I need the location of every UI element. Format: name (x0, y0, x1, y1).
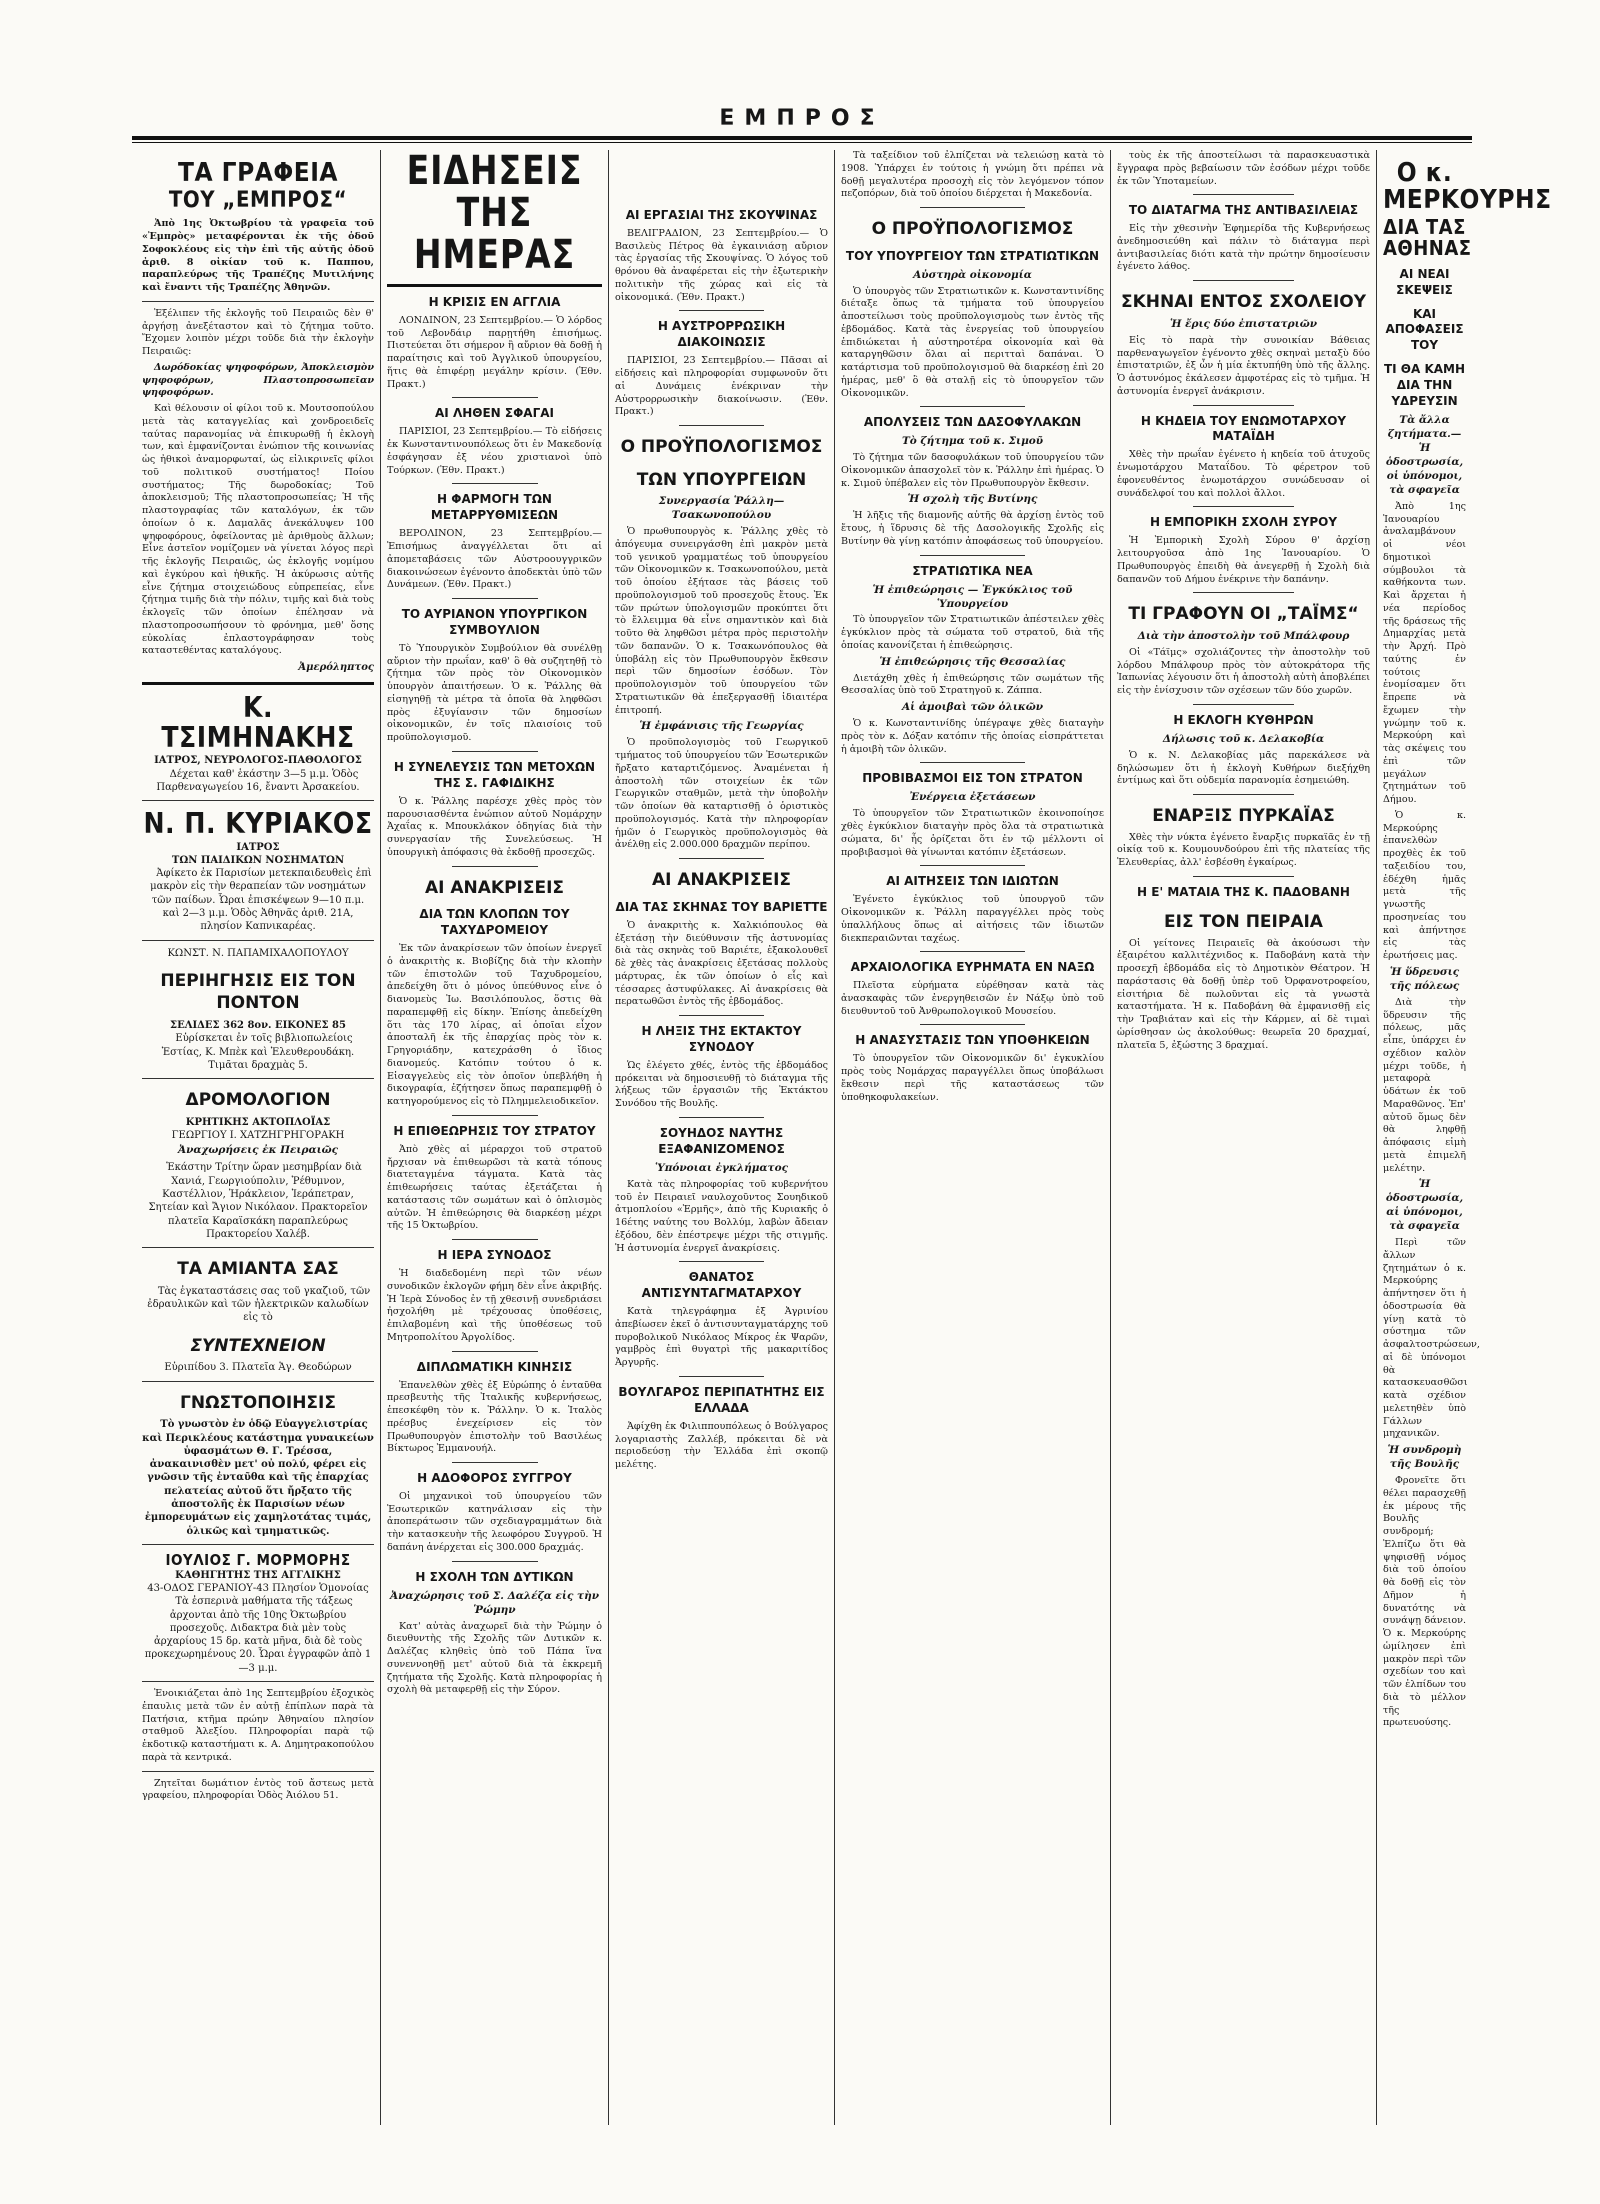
article-title: ΤΟ ΑΥΡΙΑΝΟΝ ΥΠΟΥΡΓΙΚΟΝ ΣΥΜΒΟΥΛΙΟΝ (401, 607, 588, 638)
main-headline: ΕΙΔΗΣΕΙΣ ΤΗΣ ΗΜΕΡΑΣ (406, 148, 583, 278)
article-title: Η ΛΗΞΙΣ ΤΗΣ ΕΚΤΑΚΤΟΥ ΣΥΝΟΔΟΥ (641, 1024, 802, 1054)
divider (679, 1015, 764, 1016)
article-text: ΒΕΡΟΛΙΝΟΝ, 23 Σεπτεμβρίου.— Ἐπισήμως ἀναγγέλλεται ὅτι αἱ ἀπομεταβάσεις τῶν Αὐστροουγγρικῶν διακοινώσεων ἐγένοντο ἀποδεκτὰι ὑπὸ τῶν Δυνάμεων. (Ἐθν. Πρακτ.) (387, 528, 602, 591)
ad-subtitle: ΤΩΝ ΠΑΙΔΙΚΩΝ ΝΟΣΗΜΑΤΩΝ (171, 854, 345, 866)
ad-text: Ἀφίκετο ἐκ Παρισίων μετεκπαιδευθεὶς ἐπὶ μακρὸν εἰς τὴν θεραπείαν τῶν νοσημάτων τῶν παίδων. Ὧραι ἐπισκέψεων 9—10 π.μ. καὶ 2—3 μ.μ. Ὁδὸς Ἀθηνᾶς ἀριθ. 21Α, πλησίον Καπνικαρέας. (150, 868, 372, 933)
masthead-rule (132, 136, 1472, 140)
article-subtitle: Ἡ ἐπιθεώρησις — Ἐγκύκλιος τοῦ Ὑπουργείου (872, 583, 1073, 610)
merkouris-subhead: ΑΙ ΝΕΑΙ ΣΚΕΨΕΙΣ (1396, 266, 1453, 297)
divider (142, 1381, 374, 1382)
article-text: Ὁ κ. Κωνσταντινίδης ὑπέγραψε χθὲς διαταγὴν πρὸς τὸν κ. Δόξαν κατόπιν τῆς ὁποίας εἰσπράττεται ἡ ἀμοιβὴ τῶν ὁλικῶν. (841, 718, 1104, 755)
article-text: Κατὰ τηλεγράφημα ἐξ Ἀγρινίου ἀπεβίωσεν ἐκεῖ ὁ ἀντισυνταγματάρχης τοῦ πυροβολικοῦ Νικόλαος Μίκρος ἐκ Ψαρῶν, γαμβρὸς ἐπὶ θυγατρὶ τῆς μακαριτίδος Ἀργυρῆς. (615, 1306, 828, 1369)
article-title: ΑΙ ΕΡΓΑΣΙΑΙ ΤΗΣ ΣΚΟΥΨΙΝΑΣ (625, 208, 818, 222)
article-text: ΠΑΡΙΣΙΟΙ, 23 Σεπτεμβρίου.— Τὸ εἰδήσεις ἐκ Κωνσταντινουπόλεως ὅτι ἐν Μακεδονίᾳ ἐσφάγησαν ἐξ νέου χριστιανοὶ ὑπὸ Τούρκων. (Ἐθν. Πρακτ.) (387, 426, 602, 476)
article-title: ΑΙ ΑΙΤΗΣΕΙΣ ΤΩΝ ΙΔΙΩΤΩΝ (886, 874, 1059, 889)
ad-title: ΓΝΩΣΤΟΠΟΙΗΣΙΣ (180, 1392, 336, 1413)
article-subtitle: Ἀναχώρησις τοῦ Σ. Δαλέζα εἰς τὴν Ῥώμην (389, 1589, 600, 1616)
article-subtitle: Ἡ ἐμφάνισις τῆς Γεωργίας (639, 720, 804, 733)
divider (387, 284, 602, 287)
ad-name: Κ. ΤΣΙΜΗΝΑΚΗΣ (161, 691, 355, 754)
article-subtitle: Ἡ σχολὴ τῆς Βυτίνης (907, 493, 1038, 506)
article-text: Ἡ λῆξις τῆς διαμονῆς αὐτῆς θὰ ἀρχίσῃ ἐντὸς τοῦ ἔτους, ἡ ἵδρυσις δὲ τῆς Δασολογικῆς Σχολῆς εἰς Βυτίνην θὰ γίνῃ κατόπιν ἀποφάσεως τοῦ ὑπουργείου. (841, 510, 1104, 547)
article-title: ΕΝΑΡΞΙΣ ΠΥΡΚΑΪΑΣ (1152, 806, 1335, 827)
masthead-rule-thin (132, 142, 1472, 143)
column-2 (380, 150, 608, 2125)
article-title: Η Ε' ΜΑΤΑΙΑ ΤΗΣ Κ. ΠΑΔΟΒΑΝΗ (1137, 884, 1350, 899)
article-title: Η ΙΕΡΑ ΣΥΝΟΔΟΣ (437, 1248, 552, 1263)
article-subtitle: Συνεργασία Ῥάλλη—Τσακωνοπούλου (658, 495, 785, 522)
article-title-2: ΤΩΝ ΥΠΟΥΡΓΕΙΩΝ (636, 469, 807, 490)
article-text: Ὁ πρωθυπουργὸς κ. Ῥάλλης χθὲς τὸ ἀπόγευμα συνειργάσθη ἐπὶ μακρὸν μετὰ τοῦ γενικοῦ γραμματέως τοῦ ὑπουργείου τῶν Οἰκονομικῶν κ. Τσακωνοπούλου, μετὰ τοῦ ὁποίου ἐξήτασε τὰς βάσεις τοῦ προϋπολογισμοῦ τοῦ προσεχοῦς ἔτους. Ἐκ τῶν πρώτων ὑπολογισμῶν προκύπτει ὅτι τὸ ἔλλειμμα θὰ εἶνε σημαντικὸν καὶ διὰ τοῦτο θὰ ληφθῶσι μέτρα πρὸς περιστολὴν τῶν δαπανῶν. Ὁ κ. Τσακωνόπουλος θὰ ὑποβάλῃ εἰς τὸν Πρωθυπουργὸν ἔκθεσιν περὶ τῶν δημοσίων ἐσόδων. Τὸν προϋπολογισμὸν τοῦ ὑπουργείου τῶν Στρατιωτικῶν θὰ ἐπεξεργασθῇ ἰδιαιτέρα ἐπιτροπή. (615, 526, 828, 716)
article-text: Περὶ τῶν ἄλλων ζητημάτων ὁ κ. Μερκούρης ἀπήντησεν ὅτι ἡ ὁδοστρωσία θὰ γίνῃ κατὰ τὸ σύστημα τῶν ἀσφαλτοστρώσεων, αἱ δὲ ὑπόνομοι θὰ κατασκευασθῶσι κατὰ σχέδιον μελετηθὲν ὑπὸ Γάλλων μηχανικῶν. (1383, 1237, 1480, 1440)
article-title: Η ΣΥΝΕΛΕΥΣΙΣ ΤΩΝ ΜΕΤΟΧΩΝ ΤΗΣ Σ. ΓΑΦΙΔΙΚΗΣ (393, 759, 596, 790)
article-subtitle: Ἡ συνδρομὴ τῆς Βουλῆς (1387, 1444, 1462, 1471)
article-text: Οἱ μηχανικοὶ τοῦ ὑπουργείου τῶν Ἐσωτερικῶν κατηνάλισαν εἰς τὴν ἀποπεράτωσιν τῶν σχεδιαγραμμάτων διὰ τὴν κατασκευὴν τῆς λεωφόρου Συγγροῦ. Ἡ δαπάνη ἀνέρχεται εἰς 300.000 δραχμάς. (387, 1490, 602, 1553)
article-title: Η ΑΥΣΤΡΟΡΡΩΣΙΚΗ ΔΙΑΚΟΙΝΩΣΙΣ (657, 319, 786, 350)
ad-book-pontos (142, 947, 374, 1073)
divider (679, 1261, 764, 1262)
ad-title: ΤΑ ΑΜΙΑΝΤΑ ΣΑΣ (177, 1259, 339, 1280)
ad-text: Τὰ ἐσπερινὰ μαθήματα τῆς τάξεως ἀρχονται ἀπὸ τῆς 10ης Ὀκτωβρίου προσεχοῦς. Διδακτρα διὰ μὲν τοὺς ἀρχαρίους 15 δρ. κατὰ μῆνα, διὰ δὲ τοὺς προκεχωρημένους 20. Ὧραι ἐγγραφῶν ἀπὸ 1—3 μ.μ. (144, 1596, 372, 1674)
column-3 (608, 150, 834, 2125)
article-text: Τὰ ταξείδιον τοῦ ἐλπίζεται νὰ τελειώσῃ κατὰ τὸ 1908. Ὑπάρχει ἐν τούτοις ἡ γνώμη ὅτι πρέπει νὰ δοθῇ μεγαλυτέρα προσοχὴ εἰς τὸν λεγόμενον τόπον πεζοπόρων, διὰ τοῦ ὁποίου διέρχεται ἡ Μακεδονία. (841, 150, 1104, 200)
article-text: ΠΑΡΙΣΙΟΙ, 23 Σεπτεμβρίου.— Πᾶσαι αἱ εἰδήσεις καὶ πληροφορίαι συμφωνοῦν ὅτι αἱ Δυνάμεις ἐνέκριναν τὴν Αὐστρορρωσικὴν διακοίνωσιν. (Ἐθν. Πρακτ.) (615, 355, 828, 418)
article-title: Η ΚΗΔΕΙΑ ΤΟΥ ΕΝΩΜΟΤΑΡΧΟΥ ΜΑΤΑΪΔΗ (1140, 413, 1347, 444)
article-title: ΔΙΠΛΩΜΑΤΙΚΗ ΚΙΝΗΣΙΣ (416, 1359, 573, 1374)
article-subtitle: Ἐνέργεια ἐξετάσεων (909, 791, 1036, 804)
offices-notice: Ἀπὸ 1ης Ὀκτωβρίου τὰ γραφεῖα τοῦ «Ἐμπρὸς» μεταφέρονται ἐκ τῆς ὁδοῦ Σοφοκλέους εἰς τὴν ἐπὶ τῆς αὐτῆς ὁδοῦ ἀριθ. 8 οἰκίαν τοῦ κ. Παππου, παραπλεύρως τῆς Τραπέζης Μυτιλήνης καὶ ἔναντι τῆς Τραπέζης Ἀθηνῶν. (142, 218, 374, 294)
article-text: Κατὰ τὰς πληροφορίας τοῦ κυβερνήτου τοῦ ἐν Πειραιεῖ ναυλοχοῦντος Σουηδικοῦ ἀτμοπλοίου «Ἑρμῆς», ἀπὸ τῆς Κυριακῆς ὁ 16έτης ναύτης του Βολλύμ, λαβὼν ἄδειαν ἐξόδου, δὲν ἐπέστρεψε μέχρι τῆς στιγμῆς. Ἡ ἀστυνομία ἐνεργεῖ ἀνακρίσεις. (615, 1178, 828, 1254)
article-text: Ἡ Ἐμπορικὴ Σχολὴ Σύρου θ' ἀρχίσῃ λειτουργοῦσα ἀπὸ 1ης Ἰανουαρίου. Ὁ Πρωθυπουργὸς ἐπειδὴ θὰ ἀνεγερθῇ ἡ Σχολὴ διὰ δαπανῶν τοῦ Δήμου ἐνέκρινε τὴν δαπάνην. (1117, 535, 1370, 585)
divider (679, 858, 764, 859)
merkouris-subhead-2: ΚΑΙ ΑΠΟΦΑΣΕΙΣ ΤΟΥ (1385, 306, 1464, 353)
article-text: Εἰς τὴν χθεσινὴν Ἐφημερίδα τῆς Κυβερνήσεως ἀνεδημοσιεύθη καὶ πάλιν τὸ διάταγμα περὶ ἀντιβασιλείας διότι κατὰ τὴν πρώτην δημοσίευσιν ἐγένετο λάθος. (1117, 223, 1370, 273)
divider (452, 751, 538, 752)
article-subtitle: Τὰ ἄλλα ζητήματα.— Ἡ ὁδοστρωσία, οἱ ὑπόνομοι, τὰ σφαγεῖα (1385, 414, 1464, 496)
divider (920, 406, 1025, 407)
article-text: Ὁ κ. Μερκούρης ἐπανελθὼν προχθὲς ἐκ τοῦ ταξειδίου του, ἐδέχθη ἡμᾶς μετὰ τῆς γνωστῆς προσηνείας του καὶ ἀπήντησε εἰς τὰς ἐρωτήσεις μας. (1383, 809, 1466, 962)
article-text: Ὁ προϋπολογισμὸς τοῦ Γεωργικοῦ τμήματος τοῦ ὑπουργείου τῶν Ἐσωτερικῶν ἤρξατο καταρτιζόμενος. Ἀναμένεται ἡ ἀποστολὴ τῶν στοιχείων ἐκ τῶν Γεωργικῶν σταθμῶν, μετὰ τὴν ὑποβολὴν τῶν ὁποίων θὰ καταρτισθῇ ὁ ὁριστικὸς προϋπολογισμός. Κατὰ τὴν πληροφορίαν ἡμῶν ὁ Γεωργικὸς προϋπολογισμὸς θὰ ἀνέλθῃ εἰς 2.000.000 δραχμῶν περίπου. (615, 737, 828, 851)
article-title: ΒΟΥΛΓΑΡΟΣ ΠΕΡΙΠΑΤΗΤΗΣ ΕΙΣ ΕΛΛΑΔΑ (618, 1384, 825, 1415)
divider (920, 951, 1025, 952)
divider (452, 1462, 538, 1463)
article-text: Καὶ θέλουσιν οἱ φίλοι τοῦ κ. Μουτσοπούλου μετὰ τὰς καταγγελίας καὶ χονδροειδεῖς ταύτας παρανομίας νὰ ἐπικυρωθῇ ἡ ἐκλογὴ των, καὶ ἐμφανίζονται ἐνώπιον τῆς κοινωνίας ὡς ἠθικοὶ ἀναμορφωταί, ὡς εἰλικρινεῖς φίλοι τοῦ πολιτικοῦ συστήματος! Ποίου συστήματος; Τῆς δωροδοκίας; Τοῦ ἀποκλεισμοῦ; Τῆς πλαστοπροσωπείας; Ἡ τῆς πλαστογραφίας τῶν καταλόγων, ἐκ τῶν ὁποίων ὁ κ. Δαμαλᾶς ἀνεκάλυψεν 100 ψηφοφόρους, ὀφείλοντας μὲ ἀριθμοὺς ἄλλων; Εἶνε ἀστεῖον νομίζομεν νὰ γίνεται λόγος περὶ τῆς ἐκλογῆς Πειραιῶς, ὡς ἐκλογῆς νομίμου καὶ ἐγκύρου καὶ ἠθικῆς. Ἡ ἀκύρωσις αὐτῆς εἶνε ζήτημα στοιχειώδους εὐπρεπείας, εἶνε ζήτημα τιμῆς διὰ τὴν πόλιν, τιμῆς καὶ διὰ τοὺς ἐκλογεῖς τῶν ὁποίων ἐπέλησαν νὰ πλαστοπροσωπήσουν τὸ φρόνημα, μεθ' ὅσης εὐκολίας ἐπλαστογράφησαν τοὺς καταστεθέντας καταλόγους. (142, 403, 374, 657)
article-title: ΑΙ ΑΝΑΚΡΙΣΕΙΣ (651, 870, 792, 891)
article-text: Ἐγένετο ἐγκύκλιος τοῦ ὑπουργοῦ τῶν Οἰκονομικῶν κ. Ῥάλλη παραγγέλλει πρὸς τοὺς ὑπαλλήλους ὅπως αἱ αἰτήσεις τῶν ἰδιωτῶν διεκπεραιῶνται ταχέως. (841, 894, 1104, 944)
article-text: Ἀπὸ χθὲς αἱ μέραρχοι τοῦ στρατοῦ ἤρχισαν νὰ ἐπιθεωρῶσι τὰ κατὰ τόπους διατεταγμένα τάγματα. Κατὰ τὰς ἐπιθεωρήσεις ταύτας ἐξετάζεται ἡ κατάστασις τῶν σωμάτων καὶ ὁ ὁπλισμὸς αὐτῶν. Ἡ ἐπιθεώρησις θὰ διαρκέσῃ μέχρι τῆς 15 Ὀκτωβρίου. (387, 1143, 602, 1232)
article-text: Χθὲς τὴν νύκτα ἐγένετο ἔναρξις πυρκαϊᾶς ἐν τῇ οἰκίᾳ τοῦ κ. Κουμουνδούρου ἐπὶ τῆς πλατείας τῆς Ἐλευθερίας, ἀλλ' ἐσβέσθη ἐγκαίρως. (1117, 831, 1370, 869)
article-title: ΠΡΟΒΙΒΑΣΜΟΙ ΕΙΣ ΤΟΝ ΣΤΡΑΤΟΝ (862, 771, 1083, 786)
column-5 (1110, 150, 1376, 2125)
article-text: Οἱ γείτονες Πειραιεῖς θὰ ἀκούσωσι τὴν ἐξαιρέτου καλλιτέχνιδος κ. Παδοβάνη κατὰ τὴν προσεχῆ ἑβδομάδα εἰς τὸ Δημοτικὸν Θέατρον. Ἡ παράστασις θὰ δοθῇ ὑπὲρ τοῦ Ὀρφανοτροφείου, εἰσιτήρια δὲ πωλοῦνται εἰς τὰ γνωστὰ καταστήματα. Ἡ κ. Παδοβάνη θὰ ἐμφανισθῇ εἰς τὴν Τραβιάταν καὶ εἰς τὴν Κάρμεν, αἱ δὲ τιμαὶ ὡρίσθησαν ὡς ἀκολούθως: θεωρεῖα 20 δραχμαί, πλατεῖα 5, ἐξώστης 3 δραχμαί. (1117, 937, 1370, 1051)
article-title: ΣΟΥΗΔΟΣ ΝΑΥΤΗΣ ΕΞΑΦΑΝΙΖΟΜΕΝΟΣ (658, 1125, 785, 1156)
newspaper-page (136, 148, 1552, 2125)
divider (142, 682, 374, 685)
ad-title: ΠΕΡΙΗΓΗΣΙΣ ΕΙΣ ΤΟΝ ΠΟΝΤΟΝ (160, 970, 356, 1014)
ad-departures: Ἀναχωρήσεις ἐκ Πειραιῶς (177, 1144, 339, 1157)
article-text: Διὰ τὴν ὕδρευσιν τῆς πόλεως, μᾶς εἶπε, ὑπάρχει ἐν σχέδιον καλὸν μέχρι τοῦδε, ἡ μεταφορὰ ὑδάτων ἐκ τοῦ Μαραθῶνος. Ἐπ' αὐτοῦ ὅμως δὲν θὰ ληφθῇ ἀπόφασις εἰμὴ μετὰ ἐπιμελῆ μελέτην. (1383, 996, 1466, 1174)
divider (1193, 194, 1294, 195)
merkouris-headline: Ο κ. ΜΕΡΚΟΥΡΗΣ (1383, 158, 1552, 216)
article-text: Κατ' αὐτὰς ἀναχωρεῖ διὰ τὴν Ῥώμην ὁ διευθυντὴς τῆς Σχολῆς τῶν Δυτικῶν κ. Δαλέζας κληθεὶς ὑπὸ τοῦ Πάπα ἵνα συνεννοηθῇ μετ' αὐτοῦ διὰ τὰ ἐκκρεμῆ ζητήματα τῆς Σχολῆς. Κατὰ πληροφορίας ἡ σχολὴ θὰ μεταφερθῇ εἰς τὴν Σύρον. (387, 1620, 602, 1696)
article-text: Πλεῖστα εὑρήματα εὑρέθησαν κατὰ τὰς ἀνασκαφὰς τῶν ἐνεργηθεισῶν ἐν Νάξῳ ὑπὸ τοῦ διευθυντοῦ τοῦ Ἀνθρωπολογικοῦ Μουσείου. (841, 980, 1104, 1017)
divider (142, 1247, 374, 1248)
article-subtitle: Τὸ ζήτημα τοῦ κ. Σιμοῦ (901, 435, 1044, 448)
article-text: Ἀπὸ 1ης Ἰανουαρίου ἀναλαμβάνουν οἱ νέοι δημοτικοὶ σύμβουλοι τὰ καθήκοντα των. Καὶ ἄρχεται ἡ νέα περίοδος τῆς δράσεως τῆς Δημαρχίας μετὰ τὴν Ἀρχή. Πρὸ ταύτης ἐν τούτοις ἐνομίσαμεν ὅτι ἔπρεπε νὰ ἔχωμεν τὴν γνώμην τοῦ κ. Μερκούρη καὶ τὰς σκέψεις του ἐπὶ τῶν μεγάλων ζητημάτων τοῦ Δήμου. (1383, 500, 1466, 806)
article-title: Η ΚΡΙΣΙΣ ΕΝ ΑΓΓΛΙΑ (428, 295, 561, 309)
merkouris-subhead-3: ΤΙ ΘΑ ΚΑΜΗ ΔΙΑ ΤΗΝ ΥΔΡΕΥΣΙΝ (1383, 362, 1466, 409)
divider (1193, 506, 1294, 507)
article-text: Ἐκ τῶν ἀνακρίσεων τῶν ὁποίων ἐνεργεῖ ὁ ἀνακριτὴς κ. Βιοβίζης διὰ τὴν κλοπὴν τῶν ἐπιστολῶν τοῦ Ταχυδρομείου, ἀπεδείχθη ὅτι ὁ μόνος ὑπεύθυνος εἶνε ὁ διανομεὺς Ἰω. Βασιλόπουλος, ὅστις θὰ παραπεμφθῇ εἰς δίκην. Ἐπίσης ἀπεδείχθη ὅτι τὰς 170 λίρας, αἱ ὁποῖαι εἶχον ἀποσταλῆ ἐκ τῆς ἐπαρχίας πρὸς τὸν κ. Γρηγοριάδην, κατεχράσθη ὁ ἴδιος διανομεύς. Κατόπιν τούτου ὁ κ. Εἰσαγγελεὺς εἰς τὸν ὁποῖον ὑπεβλήθη ἡ δικογραφία, ἐζήτησεν ὅπως παραπεμφθῇ ὁ κατηγορούμενος εἰς τὸ Πλημμελειοδικεῖον. (387, 943, 602, 1108)
ad-text: Τὸ γνωστὸν ἐν ὁδῷ Εὐαγγελιστρίας καὶ Περικλέους κατάστημα γυναικείων ὑφασμάτων Θ. Γ. Τρέσσα, ἀνακαινισθὲν μετ' οὐ πολύ, φέρει εἰς γνῶσιν τῆς ἐνταῦθα καὶ τῆς ἐπαρχίας πελατείας αὐτοῦ ὅτι ἤρξατο τῆς ἀποστολῆς ἐκ Παρισίων νέων ἐμπορευμάτων εἰς χαμηλοτάτας τιμάς, ὁλικῶς καὶ τμηματικῶς. (142, 1419, 374, 1537)
divider (142, 1544, 374, 1545)
article-text: Τὸ ὑπουργεῖον τῶν Στρατιωτικῶν ἐκοινοποίησε χθὲς ἐγκύκλιον διαταγὴν πρὸς ὅλα τὰ στρατιωτικὰ σώματα, δι' ἧς ὁρίζεται ὅτι ἐν τῷ μέλλοντι οἱ προβιβασμοὶ θὰ γίνωνται κατόπιν ἐξετάσεων. (841, 808, 1104, 858)
divider (452, 866, 538, 867)
article-text: Οἱ «Τάϊμς» σχολιάζοντες τὴν ἀποστολὴν τοῦ λόρδου Μπάλφουρ πρὸς τὸν αὐτοκράτορα τῆς Ἰαπωνίας λέγουσιν ὅτι ἡ ἀποστολὴ αὐτὴ ἀποβλέπει εἰς τὴν ἐνίσχυσιν τῶν σχέσεων τῶν δύο χωρῶν. (1117, 646, 1370, 697)
ad-kyriakos (142, 809, 374, 933)
article-text: Διετάχθη χθὲς ἡ ἐπιθεώρησις τῶν σωμάτων τῆς Θεσσαλίας ὑπὸ τοῦ Στρατηγοῦ κ. Ζάππα. (841, 672, 1104, 697)
article-title-2: ΕΙΣ ΤΟΝ ΠΕΙΡΑΙΑ (1164, 911, 1323, 932)
divider (1193, 794, 1294, 795)
article-title: Η ΕΠΙΘΕΩΡΗΣΙΣ ΤΟΥ ΣΤΡΑΤΟΥ (393, 1123, 596, 1138)
merkouris-headline-2: ΔΙΑ ΤΑΣ ΑΘΗΝΑΣ (1383, 214, 1472, 260)
divider (142, 800, 374, 801)
divider (920, 555, 1025, 556)
article-subtitle: Ἡ ἐπιθεώρησις τῆς Θεσσαλίας (879, 655, 1066, 668)
article-title: ΤΙ ΓΡΑΦΟΥΝ ΟΙ „ΤΑΪΜΣ“ (1128, 604, 1359, 625)
article-list: Δωρόδοκίας ψηφοφόρων, Ἀποκλεισμὸν ψηφοφόρων, Πλαστοπροσωπεῖαν ψηφοφόρων. (142, 361, 374, 399)
ad-shipping (142, 1089, 374, 1241)
article-subtitle: Ὑπόνοιαι ἐγκλήματος (655, 1161, 788, 1174)
article-subtitle: ΔΙΑ ΤΑΣ ΣΚΗΝΑΣ ΤΟΥ ΒΑΡΙΕΤΤΕ (615, 899, 828, 914)
article-text: ΛΟΝΔΙΝΟΝ, 23 Σεπτεμβρίου.— Ὁ λόρδος τοῦ Λεβονδάιρ παρῃτήθη ἐπισήμως. Πιστεύεται ὅτι σήμερον ἢ αὔριον θὰ δοθῇ ἡ παραίτησις καὶ τοῦ Ἀγγλικοῦ ὑπουργείου, ἥτις θὰ ἐπιφέρῃ μεγάλην κρίσιν. (Ἐθν. Πρακτ.) (387, 314, 602, 390)
ad-owner: ΓΕΩΡΓΙΟΥ Ι. ΧΑΤΖΗΓΡΗΓΟΡΑΚΗ (171, 1130, 345, 1142)
classified-ad: Ζητεῖται δωμάτιον ἐντὸς τοῦ ἄστεως μετὰ γραφείου, πληροφορίαι Ὁδὸς Ἀιόλου 51. (142, 1777, 374, 1802)
divider (142, 940, 374, 941)
divider (679, 1376, 764, 1377)
article-signature: Ἀμερόληπτος (298, 662, 374, 674)
divider (142, 1771, 374, 1772)
article-title: ΣΚΗΝΑΙ ΕΝΤΟΣ ΣΧΟΛΕΙΟΥ (1120, 292, 1367, 313)
ad-text: Ἑκάστην Τρίτην ὥραν μεσημβρίαν διὰ Χανιά, Γεωργιούπολιν, Ῥέθυμνον, Καστέλλιον, Ἡράκλειον, Ἱεράπετραν, Σητείαν καὶ Ἄγιον Νικόλαον. Πρακτορεῖον πλατεῖα Καραϊσκάκη παραπλεύρως Πρακτορείου Χαλέβ. (148, 1162, 368, 1240)
divider (452, 1561, 538, 1562)
divider (920, 865, 1025, 866)
divider (1193, 704, 1294, 705)
ad-pages: ΣΕΛΙΔΕΣ 362 8ον. ΕΙΚΟΝΕΣ 85 (170, 1020, 346, 1032)
article-subtitle: Αἱ ἀμοιβαὶ τῶν ὁλικῶν (901, 701, 1044, 714)
divider (142, 1078, 374, 1079)
ad-address: Εὐριπίδου 3. Πλατεῖα Ἁγ. Θεοδώρων (164, 1362, 352, 1374)
article-subtitle: ΔΙΑ ΤΩΝ ΚΛΟΠΩΝ ΤΟΥ ΤΑΧΥΔΡΟΜΕΙΟΥ (419, 907, 570, 938)
ad-text: Δέχεται καθ' ἑκάστην 3—5 μ.μ. Ὁδὸς Παρθεναγωγείου 16, ἔναντι Ἀρσακείου. (156, 768, 360, 793)
offices-heading: ΤΑ ΓΡΑΦΕΙΑ (177, 158, 338, 188)
article-text: Εἰς τὸ παρὰ τὴν συνοικίαν Βάθειας παρθεναγωγεῖον ἐγένοντο χθὲς σκηναὶ μεταξὺ δύο ἐπιστατριῶν, ἐξ ὧν ἡ μία ἐκτυπήθη ὑπὸ τῆς ἄλλης. Ὁ ἀστυνόμος ἐκάλεσεν ἀμφοτέρας εἰς τὸ τμῆμα. Ἡ ἀστυνομία ἐνεργεῖ ἀνάκρισιν. (1117, 334, 1370, 397)
article-text: τοὺς ἐκ τῆς ἀποστείλωσι τὰ παρασκευαστικὰ ἔγγραφα πρὸς βεβαίωσιν τῶν ἐσόδων μέχρι τοῦδε ἐκ τῶν Ὑποταμείων. (1117, 150, 1370, 187)
article-text: Ὁ κ. Ν. Δελακοβίας μᾶς παρεκάλεσε νὰ δηλώσωμεν ὅτι ἡ ἐκλογὴ Κυθήρων διεξήχθη ἐντίμως καὶ ὅτι οὐδεμία παρανομία ἐσημειώθη. (1117, 749, 1370, 787)
ad-subtitle: ΚΡΗΤΙΚΗΣ ΑΚΤΟΠΛΟΪΑΣ (185, 1116, 331, 1128)
ad-title: ΔΡΟΜΟΛΟΓΙΟΝ (185, 1090, 331, 1111)
article-title: Η ΣΧΟΛΗ ΤΩΝ ΔΥΤΙΚΩΝ (415, 1569, 574, 1584)
divider (1193, 592, 1294, 593)
article-title: Η ΕΚΛΟΓΗ ΚΥΘΗΡΩΝ (1173, 712, 1314, 727)
article-title-2: ΤΟΥ ΥΠΟΥΡΓΕΙΟΥ ΤΩΝ ΣΤΡΑΤΙΩΤΙΚΩΝ (845, 248, 1100, 263)
divider (679, 310, 764, 311)
article-subtitle: Αὐστηρὰ οἰκονομία (913, 268, 1032, 281)
column-1 (136, 150, 380, 2125)
divider (1193, 876, 1294, 877)
article-title: Ο ΠΡΟΫΠΟΛΟΓΙΣΜΟΣ (620, 437, 823, 458)
ad-text: Τὰς ἐγκαταστάσεις σας τοῦ γκαζιοῦ, τῶν ἐδραυλικῶν καὶ τῶν ἠλεκτρικῶν καλωδίων εἰς τὸ (147, 1285, 371, 1324)
divider (920, 207, 1025, 208)
article-text: Ἐπανελθὼν χθὲς ἐξ Εὐρώπης ὁ ἐνταῦθα πρεσβευτὴς τῆς Ἰταλικῆς κυβερνήσεως, ἐπεσκέφθη τὸν κ. Ῥάλλην. Ὁ κ. Ἰταλὸς πρέσβυς ἐνεχείρισεν εἰς τὸν Πρωθυπουργὸν ἐπιστολὴν τοῦ Βασιλέως Βίκτωρος Ἐμμανουήλ. (387, 1379, 602, 1455)
ad-title: ΚΑΘΗΓΗΤΗΣ ΤΗΣ ΑΓΓΛΙΚΗΣ (175, 1569, 341, 1581)
article-text: Ὁ ὑπουργὸς τῶν Στρατιωτικῶν κ. Κωνσταντινίδης διέταξε ὅπως τὰ τμήματα τοῦ ὑπουργείου ἀποστείλωσι τοὺς προϋπολογισμοὺς των ἐντὸς τῆς ἑβδομάδος. Κατὰ τὰς ἐνεργείας τοῦ ὑπουργείου ἐπιδιώκεται ἡ αὐστηροτέρα οἰκονομία καὶ θὰ καταργηθῶσιν ὅλαι αἱ περιτταὶ δαπάναι. Ὁ κατάρτισμα τοῦ προϋπολογισμοῦ θὰ διαρκέσῃ ἐπὶ 20 ἡμέρας, μεθ' ὃ θὰ σταλῇ εἰς τὸ ὑπουργεῖον τῶν Οἰκονομικῶν. (841, 285, 1104, 399)
article-text: Φρονεῖτε ὅτι θέλει παρασχεθῇ ἐκ μέρους τῆς Βουλῆς συνδρομή; Ἐλπίζω ὅτι θὰ ψηφισθῇ νόμος διὰ τοῦ ὁποίου θὰ δοθῇ εἰς τὸν Δῆμον ἡ δυνατότης νὰ συνάψῃ δάνειον. Ὁ κ. Μερκούρης ὡμίλησεν ἐπὶ μακρὸν περὶ τῶν σχεδίων του καὶ τῶν ἐλπίδων του διὰ τὸ μέλλον τῆς πρωτευούσης. (1383, 1475, 1466, 1729)
article-title: Ο ΠΡΟΫΠΟΛΟΓΙΣΜΟΣ (871, 219, 1074, 239)
ad-name: ΙΟΥΛΙΟΣ Γ. ΜΟΡΜΟΡΗΣ (165, 1550, 351, 1569)
article-title: ΑΠΟΛΥΣΕΙΣ ΤΩΝ ΔΑΣΟΦΥΛΑΚΩΝ (863, 415, 1082, 430)
article-subtitle: Ἡ ὁδοστρωσία, αἱ ὑπόνομοι, τὰ σφαγεῖα (1385, 1178, 1464, 1233)
divider (1193, 280, 1294, 281)
ad-mormoris (142, 1550, 374, 1675)
article-title: ΑΡΧΑΙΟΛΟΓΙΚΑ ΕΥΡΗΜΑΤΑ ΕΝ ΝΑΞΩ (850, 960, 1095, 975)
article-text: Τὸ ὑπουργεῖον τῶν Οἰκονομικῶν δι' ἐγκυκλίου πρὸς τοὺς Νομάρχας παραγγέλλει ὅπως ὑποβάλωσι ἔκθεσιν περὶ τῆς καταστάσεως τῶν ὑποθηκοφυλακείων. (841, 1053, 1104, 1103)
divider (679, 1117, 764, 1118)
article-title: Η ΑΝΑΣΥΣΤΑΣΙΣ ΤΩΝ ΥΠΟΘΗΚΕΙΩΝ (855, 1033, 1090, 1048)
ad-name: ΣΥΝΤΕΧΝΕΙΟΝ (190, 1335, 326, 1356)
article-title: ΑΙ ΑΝΑΚΡΙΣΕΙΣ (424, 877, 565, 898)
ad-notice (142, 1392, 374, 1538)
article-text: Ἀφίχθη ἐκ Φιλιππουπόλεως ὁ Βούλγαρος λογαριαστὴς Ζαλλέβ, πρόκειται δὲ νὰ περιοδεύσῃ τὴν Ἑλλάδα ἐπὶ σκοπῷ μελέτης. (615, 1420, 828, 1471)
article-title: ΤΟ ΔΙΑΤΑΓΜΑ ΤΗΣ ΑΝΤΙΒΑΣΙΛΕΙΑΣ (1128, 203, 1359, 218)
article-text: Χθὲς τὴν πρωΐαν ἐγένετο ἡ κηδεία τοῦ ἀτυχοῦς ἐνωμοτάρχου Ματαΐδου. Τὸ φέρετρον τοῦ ἐφονευθέντος ἐνωμοτάρχου συνώδευσαν οἱ συνάδελφοί του καὶ πολλοὶ ἄλλοι. (1117, 449, 1370, 499)
ad-tsimhnakis (142, 693, 374, 794)
column-4 (834, 150, 1110, 2125)
ad-syntechneion (142, 1258, 374, 1374)
article-title: ΘΑΝΑΤΟΣ ΑΝΤΙΣΥΝΤΑΓΜΑΤΑΡΧΟΥ (641, 1270, 802, 1301)
article-text: Ὡς ἐλέγετο χθές, ἐντὸς τῆς ἑβδομάδος πρόκειται νὰ δημοσιευθῇ τὸ διάταγμα τῆς λήξεως τῶν ἐργασιῶν τῆς Ἐκτάκτου Συνόδου τῆς Βουλῆς. (615, 1059, 828, 1110)
headline-spacer (615, 150, 828, 200)
article-title: Η ΕΜΠΟΡΙΚΗ ΣΧΟΛΗ ΣΥΡΟΥ (1149, 515, 1338, 530)
divider (920, 1024, 1025, 1025)
article-text: Ὁ κ. Ῥάλλης παρέσχε χθὲς πρὸς τὸν παρουσιασθέντα ἐνώπιον αὐτοῦ Νομάρχην Ἀχαΐας κ. Μπουκλάκον ὁδηγίας διὰ τὴν συνεργασίαν τῆς Συνελεύσεως. Ἡ ὑπουργικὴ ἀπόφασις θὰ ἐκδοθῇ προσεχῶς. (387, 795, 602, 858)
divider (452, 397, 538, 398)
article-title: Η ΑΔΟΦΟΡΟΣ ΣΥΓΓΡΟΥ (417, 1471, 572, 1485)
article-title: Η ΦΑΡΜΟΓΗ ΤΩΝ ΜΕΤΑΡΡΥΘΜΙΣΕΩΝ (430, 492, 559, 523)
column-6 (1376, 150, 1552, 2125)
divider (679, 425, 764, 426)
divider (452, 598, 538, 599)
divider (142, 1681, 374, 1682)
ad-address: 43-ΟΔΟΣ ΓΕΡΑΝΙΟΥ-43 Πλησίον Ὁμονοίας (147, 1582, 369, 1594)
divider (142, 301, 374, 302)
article-text: Τὸ Ὑπουργικὸν Συμβούλιον θὰ συνέλθῃ αὔριον τὴν πρωΐαν, καθ' ὃ θὰ συζητηθῇ τὸ ζήτημα τῶν πρὸς τὸν Οἰκονομικὸν ὑπουργὸν ἀπαιτήσεων. Ὁ κ. Ῥάλλης θὰ εἰσηγηθῇ τὰ μέτρα τὰ ὁποῖα θὰ ληφθῶσι πρὸς ἐξυγίανσιν τῶν δημοσίων οἰκονομικῶν, ἐν τοῖς πλαισίοις τοῦ προϋπολογισμοῦ. (387, 642, 602, 744)
ad-author: ΚΩΝΣΤ. Ν. ΠΑΠΑΜΙΧΑΛΟΠΟΥΛΟΥ (167, 947, 349, 959)
masthead (132, 106, 1472, 146)
classified-ad: Ἐνοικιάζεται ἀπὸ 1ης Σεπτεμβρίου ἐξοχικὸς ἐπαυλις μετὰ τῶν ἐν αὐτῇ ἐπίπλων παρὰ τὰ Πατήσια, κτῆμα πρώην Ἀθηναίου πλησίον σταθμοῦ Ἀλεξίου. Πληροφορίαι παρὰ τῷ ἐκδοτικῷ καταστήματι κ. Α. Δημητρακοπούλου παρὰ τὰ κεντρικά. (142, 1688, 374, 1763)
divider (452, 483, 538, 484)
article-text: Ἐξέλιπεν τῆς ἐκλογῆς τοῦ Πειραιῶς δὲν θ' ἀργήσῃ ἀνεξέταστον καὶ τὸ ζήτημα τοῦτο. Ἔχομεν λοιπὸν μέχρι τοῦδε διὰ τὴν ἐκλογὴν Πειραιῶς: (142, 307, 374, 358)
divider (920, 762, 1025, 763)
divider (452, 1115, 538, 1116)
article-text: Ἡ διαδεδομένη περὶ τῶν νέων συνοδικῶν ἐκλογῶν φήμη δὲν εἶνε ἀκριβής. Ἡ Ἱερὰ Σύνοδος ἐν τῇ χθεσινῇ συνεδριάσει ἠσχολήθη μὲ τρέχουσας ὑποθέσεις, ἐπιλαβομένη καὶ τῆς ὑποθέσεως τοῦ Μητροπολίτου Ἀργολίδος. (387, 1268, 602, 1343)
ad-name: Ν. Π. ΚΥΡΙΑΚΟΣ (143, 807, 373, 841)
ad-title: ΙΑΤΡΟΣ (236, 841, 280, 853)
divider (452, 1351, 538, 1352)
article-title: ΑΙ ΛΗΘΕΝ ΣΦΑΓΑΙ (435, 406, 554, 421)
article-text: Τὸ ζήτημα τῶν δασοφυλάκων τοῦ ὑπουργείου τῶν Οἰκονομικῶν ἀπασχολεῖ τὸν κ. Ῥάλλην ἐπὶ ἡμέρας. Ὁ κ. Σιμοῦ ὑπέβαλεν εἰς τὸν Πρωθυπουργὸν ἔκθεσιν. (841, 452, 1104, 489)
article-subtitle: Δήλωσις τοῦ κ. Δελακοβία (1162, 732, 1325, 745)
article-text: Ὁ ἀνακριτὴς κ. Χαλκιόπουλος θὰ ἐξετάσῃ τὴν διεύθυνσιν τῆς ἀστυνομίας διὰ τὰς σκηνὰς τοῦ Βαριέτε, ἐξακολουθεῖ δὲ χθὲς τὰς ἀνακρίσεις ἐξετάσας πολλοὺς μάρτυρας, ἐκ τῶν ὁποίων ὁ εἷς καὶ τέσσαρες ἀστυφύλακες. Αἱ ἀνακρίσεις θὰ περατωθῶσι ἐντὸς τῆς ἑβδομάδος. (615, 919, 828, 1008)
article-subtitle: Ἡ ἔρις δύο ἐπιστατριῶν (1169, 317, 1318, 330)
divider (452, 1239, 538, 1240)
ad-title: ΙΑΤΡΟΣ, ΝΕΥΡΟΛΟΓΟΣ-ΠΑΘΟΛΟΓΟΣ (154, 755, 362, 767)
article-text: ΒΕΛΙΓΡΑΔΙΟΝ, 23 Σεπτεμβρίου.— Ὁ Βασιλεὺς Πέτρος θὰ ἐγκαινιάσῃ αὔριον τὰς ἐργασίας τῆς Σκουψίνας. Ὁ λόγος τοῦ θρόνου θὰ ἀναφέρεται εἰς τὴν ἐξωτερικὴν πολιτικὴν τῆς χώρας καὶ εἰς τὰ οἰκονομικά. (Ἐθν. Πρακτ.) (615, 227, 828, 303)
article-text: Τὸ ὑπουργεῖον τῶν Στρατιωτικῶν ἀπέστειλεν χθὲς ἐγκύκλιον πρὸς τὰ σώματα τοῦ στρατοῦ, διὰ τῆς ὁποίας κανονίζεται ἡ ἐπιθεώρησις. (841, 614, 1104, 651)
article-subtitle: Ἡ ὕδρευσις τῆς πόλεως (1389, 965, 1460, 992)
divider (1193, 405, 1294, 406)
article-subtitle: Διὰ τὴν ἀποστολὴν τοῦ Μπάλφουρ (1137, 629, 1350, 642)
article-title: ΣΤΡΑΤΙΩΤΙΚΑ ΝΕΑ (912, 563, 1033, 578)
newspaper-title: ΕΜΠΡΟΣ (719, 106, 885, 131)
offices-heading-2: ΤΟΥ „ΕΜΠΡΟΣ“ (168, 188, 348, 214)
ad-text: Εὑρίσκεται ἐν τοῖς βιβλιοπωλείοις Ἑστίας, Κ. Μπὲκ καὶ Ἐλευθερουδάκη. Τιμᾶται δραχμὰς 5. (161, 1033, 355, 1071)
